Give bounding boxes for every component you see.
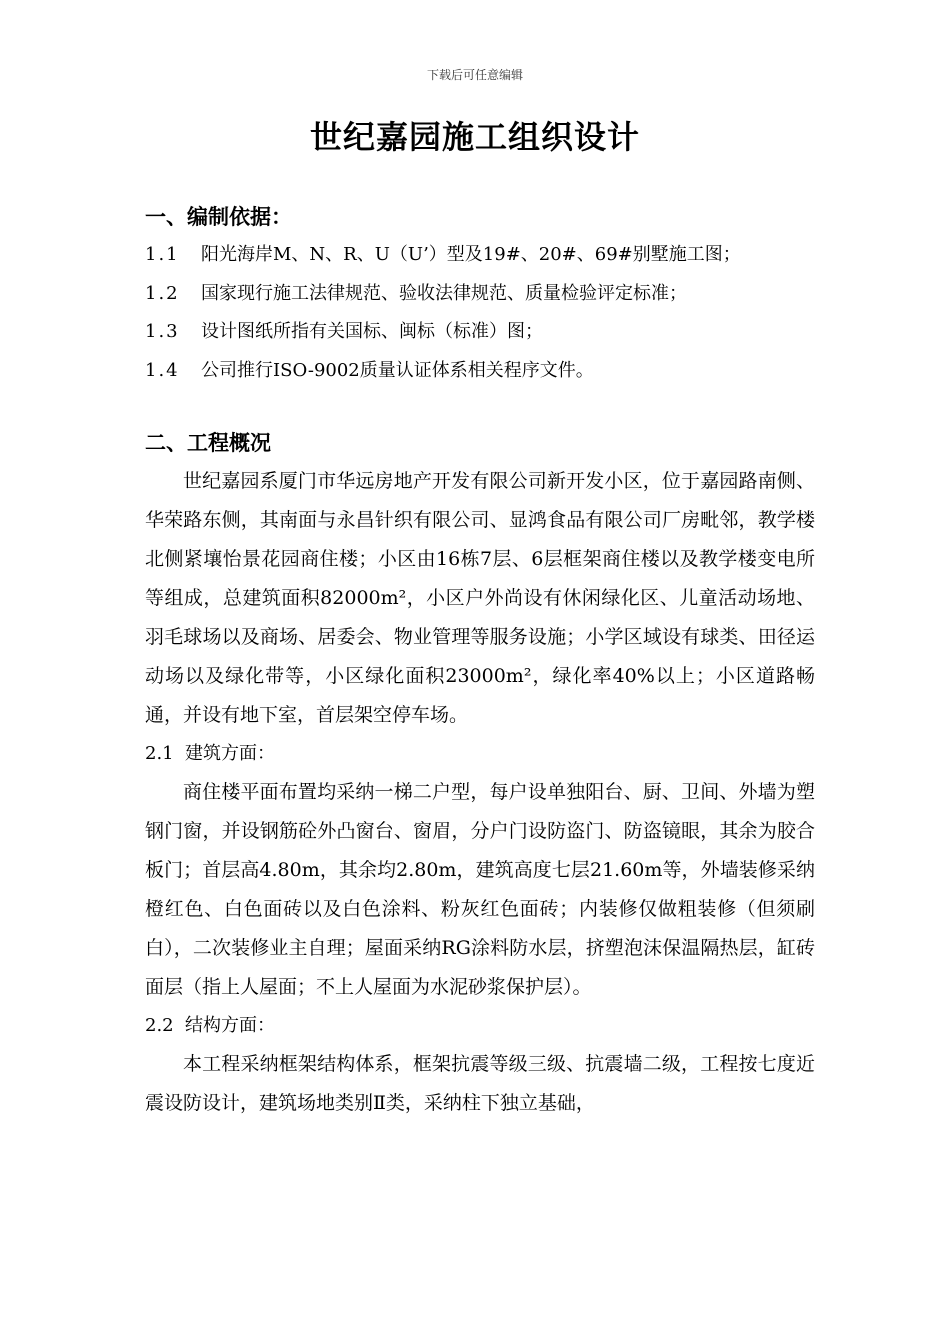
header-note: 下载后可任意编辑: [426, 68, 523, 82]
overview-paragraph: 世纪嘉园系厦门市华远房地产开发有限公司新开发小区，位于嘉园路南侧、华荣路东侧，其南面与永昌针织有限公司、显鸿食品有限公司厂房毗邻，教学楼北侧紧壤怡景花园商住楼；小区由16栋7层、6层框架商住楼以及教学楼变电所等组成，总建筑面积82000m²，小区户外尚设有休闲绿化区、儿童活动场地、羽毛球场以及商场、居委会、物业管理等服务设施；小学区域设有球类、田径运动场以及绿化带等，小区绿化面积23000m²，绿化率40%以上；小区道路畅通，并设有地下室，首层架空停车场。: [145, 470, 815, 726]
subsection-number: 2.2: [145, 1015, 174, 1036]
section-2-heading: 二、工程概况: [145, 431, 271, 455]
subsection-2-1-heading: [145, 735, 815, 773]
list-item-number: 1.3: [145, 321, 180, 342]
list-item-text: 设计图纸所指有关国标、闽标（标准）图；: [201, 321, 543, 342]
subsection-title: 结构方面：: [185, 1015, 275, 1036]
list-item: [145, 275, 815, 314]
document-title: 世纪嘉园施工组织设计: [309, 118, 640, 156]
subsection-title: 建筑方面：: [185, 743, 275, 764]
subsection-2-2-heading: [145, 1007, 815, 1045]
list-item: [145, 313, 815, 352]
list-item-number: 1.1: [145, 244, 180, 265]
structure-paragraph: 本工程采纳框架结构体系，框架抗震等级三级、抗震墙二级，工程按七度近震设防设计，建筑场地类别Ⅱ类，采纳柱下独立基础，: [145, 1053, 815, 1114]
architecture-paragraph: 商住楼平面布置均采纳一梯二户型，每户设单独阳台、厨、卫间、外墙为塑钢门窗，并设钢筋砼外凸窗台、窗眉，分户门设防盗门、防盗镜眼，其余为胶合板门；首层高4.80m，其余均2.80m，建筑高度七层21.60m等，外墙装修采纳橙红色、白色面砖以及白色涂料、粉灰红色面砖；内装修仅做粗装修（但须刷白），二次装修业主自理；屋面采纳RG涂料防水层，挤塑泡沫保温隔热层，缸砖面层（指上人屋面；不上人屋面为水泥砂浆保护层）。: [145, 781, 815, 998]
section-1-heading: 一、编制依据：: [145, 205, 292, 229]
subsection-number: 2.1: [145, 743, 174, 764]
list-item-number: 1.2: [145, 282, 180, 304]
document-body: [145, 198, 815, 1123]
list-item-text: 阳光海岸M、N、R、U（U’）型及19#、20#、69#别墅施工图；: [201, 244, 741, 265]
list-item: [145, 352, 815, 391]
list-item: [145, 236, 815, 275]
list-item-text: 公司推行ISO-9002质量认证体系相关程序文件。: [201, 359, 594, 381]
list-item-number: 1.4: [145, 359, 180, 381]
list-item-text: 国家现行施工法律规范、验收法律规范、质量检验评定标准；: [201, 282, 687, 304]
